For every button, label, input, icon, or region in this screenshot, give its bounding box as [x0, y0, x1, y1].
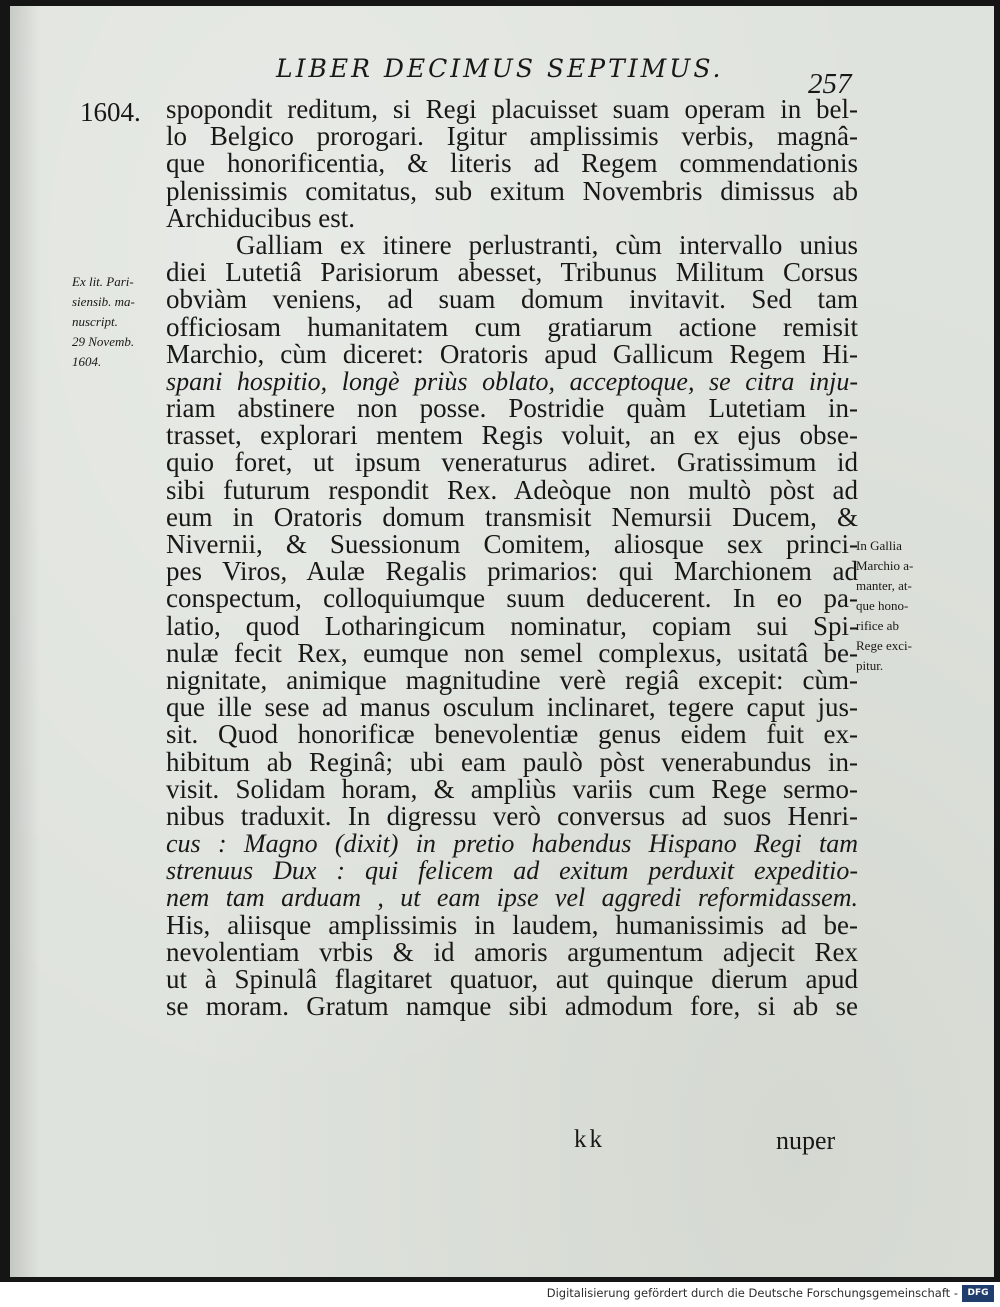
running-title: LIBER DECIMUS SEPTIMUS. — [276, 54, 724, 83]
text-line: nibus traduxit. In digressu verò conversus ad suos Henri- — [166, 800, 858, 831]
margin-note-line: manter, at- — [856, 578, 912, 593]
margin-note-line: Marchio a- — [856, 558, 914, 573]
text-line: spani hospitio, longè priùs oblato, acceptoque, se citra inju- — [166, 366, 858, 396]
text-line: plenissimis comitatus, sub exitum Novembris dimissus ab — [166, 175, 858, 206]
signature-mark: kk — [574, 1126, 605, 1153]
text-line: ut à Spinulâ flagitaret quatuor, aut quinque dierum apud — [166, 964, 858, 994]
margin-note-line: Rege exci- — [856, 638, 912, 653]
catchword: nuper — [776, 1126, 836, 1155]
dfg-logo-icon: DFG — [962, 1285, 994, 1302]
text-line: nem tam arduam , ut eam ipse vel aggredi reformidassem. — [166, 883, 858, 913]
text-line: que honorificentia, & literis ad Regem commendationis — [166, 148, 858, 179]
text-line: se moram. Gratum namque sibi admodum fore, si ab se — [166, 991, 858, 1022]
funding-credit: Digitalisierung gefördert durch die Deutsche Forschungsgemeinschaft - — [546, 1286, 958, 1300]
text-line: visit. Solidam horam, & ampliùs variis cum Rege sermo- — [166, 773, 858, 804]
margin-note-summary — [856, 536, 913, 676]
text-line: spopondit reditum, si Regi placuisset suam operam in bel- — [166, 94, 858, 124]
text-line: strenuus Dux : qui felicem ad exitum perduxit expeditio- — [166, 856, 858, 886]
text-line: conspectum, colloquiumque suum deducerent. In eo pa- — [166, 583, 858, 614]
text-line: lo Belgico prorogari. Igitur amplissimis verbis, magnâ- — [166, 121, 858, 152]
margin-note-line: que hono- — [856, 598, 909, 613]
text-line: eum in Oratoris domum transmisit Nemursii Ducem, & — [166, 501, 858, 532]
margin-note-line: 29 Novemb. — [72, 334, 135, 349]
text-line: Archiducibus est. — [166, 202, 355, 233]
text-line: His, aliisque amplissimis in laudem, humanissimis ad be- — [166, 909, 858, 940]
text-line: officiosam humanitatem cum gratiarum actione remisit — [166, 311, 858, 342]
text-line: latio, quod Lotharingicum nominatur, copiam sui Spi- — [166, 610, 858, 641]
margin-note-line: Ex lit. Pari- — [72, 274, 134, 289]
text-line: obviàm veniens, ad suam domum invitavit. Sed tam — [166, 284, 858, 315]
text-line: Galliam ex itinere perlustranti, cùm intervallo unius — [236, 229, 858, 260]
margin-note-source — [72, 272, 135, 372]
text-line: nulæ fecit Rex, eumque non semel complexus, usitatâ be- — [166, 637, 858, 668]
margin-note-line: rifice ab — [856, 618, 899, 633]
text-line: que ille sese ad manus osculum inclinaret, tegere caput jus- — [166, 692, 858, 723]
text-line: quio foret, ut ipsum veneraturus adiret. Gratissimum id — [166, 447, 858, 478]
text-line: nignitate, animique magnitudine verè regiâ excepit: cùm- — [166, 664, 858, 695]
text-line: cus : Magno (dixit) in pretio habendus Hispano Regi tam — [166, 829, 858, 859]
text-line: riam abstinere non posse. Postridie quàm Lutetiam in- — [166, 393, 858, 424]
margin-note-line: siensib. ma- — [72, 294, 135, 309]
text-line: trasset, explorari mentem Regis voluit, an ex ejus obse- — [166, 420, 858, 451]
text-line: Marchio, cùm diceret: Oratoris apud Gallicum Regem Hi- — [166, 338, 858, 369]
text-line: hibitum ab Reginâ; ubi eam paulò pòst venerabundus in- — [166, 746, 858, 777]
margin-year: 1604. — [80, 97, 141, 127]
margin-note-line: 1604. — [72, 354, 102, 369]
margin-note-line: nuscript. — [72, 314, 118, 329]
page-number: 257 — [808, 68, 852, 100]
text-line: sit. Quod honorificæ benevolentiæ genus eidem fuit ex- — [166, 719, 858, 750]
margin-note-line: pitur. — [856, 658, 884, 673]
text-line: pes Viros, Aulæ Regalis primarios: qui Marchionem ad — [166, 556, 858, 587]
page-header — [0, 54, 1000, 100]
text-line: sibi futurum respondit Rex. Adeòque non multò pòst ad — [166, 474, 858, 505]
text-line: diei Lutetiâ Parisiorum abesset, Tribunus Militum Corsus — [166, 257, 858, 288]
text-line: Nivernii, & Suessionum Comitem, aliosque sex princi- — [166, 529, 858, 559]
body-text — [166, 96, 858, 1020]
digitization-footer — [0, 1282, 1000, 1307]
margin-note-line: In Gallia — [856, 538, 902, 553]
page-foot — [0, 1126, 1000, 1160]
gutter-shadow — [10, 6, 40, 1277]
text-line: nevolentiam vrbis & id amoris argumentum adjecit Rex — [166, 936, 858, 967]
